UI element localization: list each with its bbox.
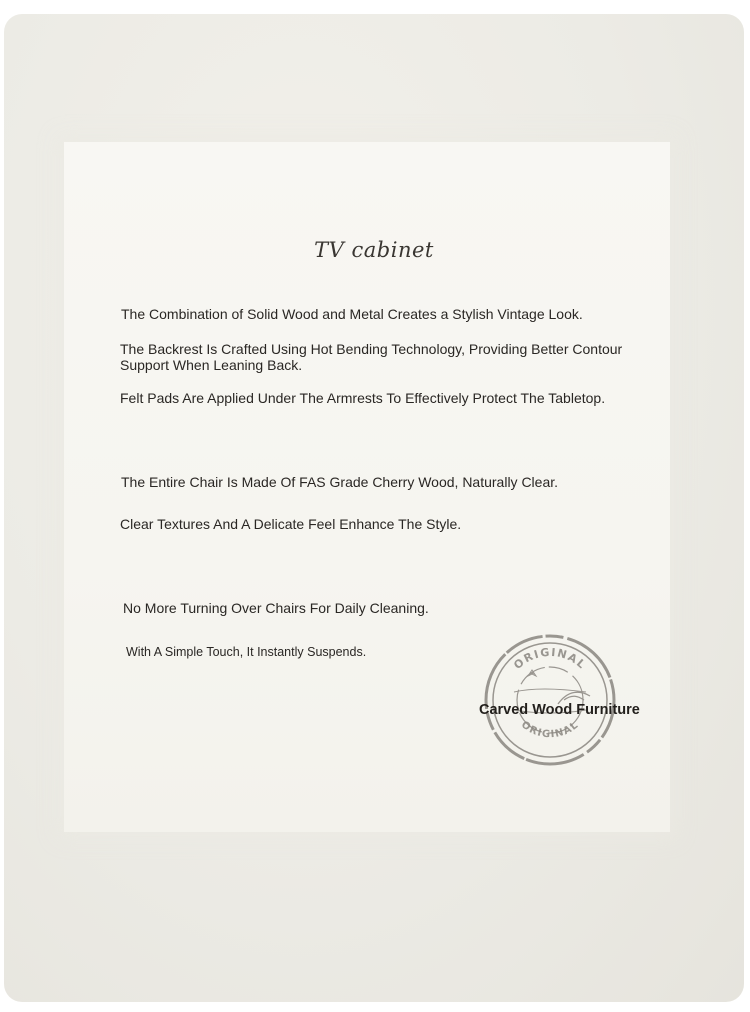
svg-text:ORIGINAL [519, 719, 581, 740]
feature-line-2: The Backrest Is Crafted Using Hot Bending Technology, Providing Better Contour Support When Leaning Back. [120, 341, 623, 373]
original-stamp-seal [480, 630, 620, 770]
brand-name: Carved Wood Furniture [479, 702, 640, 718]
feature-line-6: No More Turning Over Chairs For Daily Cleaning. [123, 600, 429, 616]
feature-line-7: With A Simple Touch, It Instantly Suspends. [126, 645, 367, 659]
feature-line-1: The Combination of Solid Wood and Metal Creates a Stylish Vintage Look. [121, 306, 583, 322]
stamp-top-text: ORIGINAL [511, 645, 589, 672]
feature-line-4: The Entire Chair Is Made Of FAS Grade Cherry Wood, Naturally Clear. [121, 474, 559, 490]
page-background [4, 14, 744, 1002]
stamp-bottom-text: ORIGINAL [519, 719, 582, 741]
feature-line-5: Clear Textures And A Delicate Feel Enhance The Style. [120, 516, 462, 532]
feature-line-3: Felt Pads Are Applied Under The Armrests To Effectively Protect The Tabletop. [120, 390, 606, 406]
page-title: TV cabinet [314, 238, 434, 262]
